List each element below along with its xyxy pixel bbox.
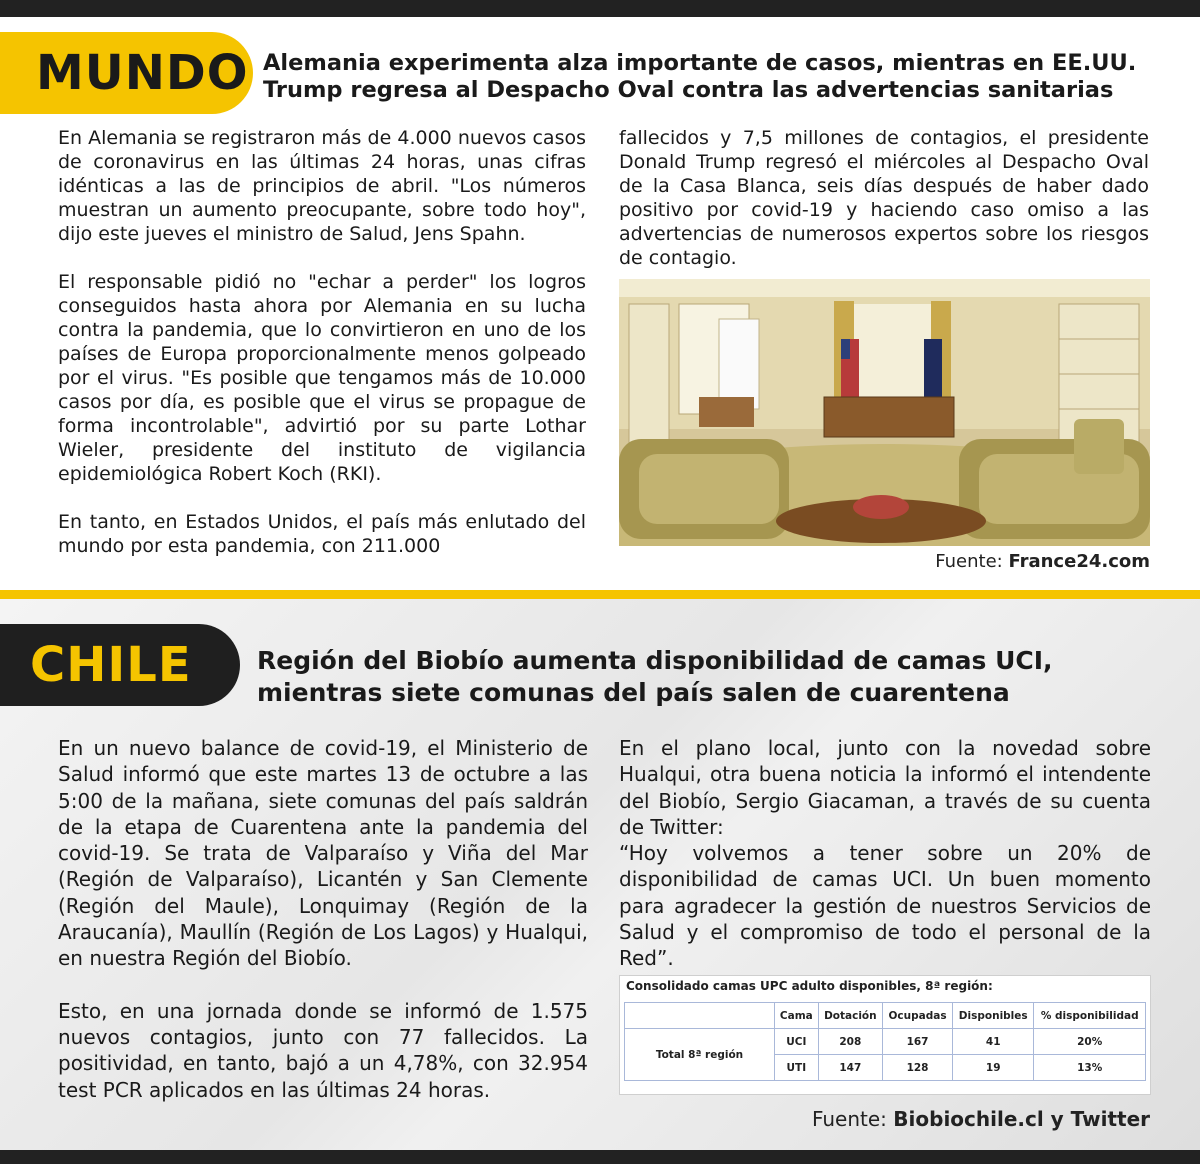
- source-name: France24.com: [1008, 551, 1150, 572]
- beds-table: [624, 1002, 1146, 1081]
- chile-column-right: [619, 735, 1151, 972]
- mundo-source: [935, 551, 1150, 572]
- table-cell: 19: [953, 1055, 1034, 1081]
- bottom-bar: [0, 1150, 1200, 1164]
- chile-headline-line1: Región del Biobío aumenta disponibilidad de camas UCI,: [257, 646, 1053, 675]
- beds-table-image: [619, 975, 1151, 1095]
- mundo-headline-line1: Alemania experimenta alza importante de casos, mientras en EE.UU.: [263, 50, 1137, 76]
- mundo-headline: [263, 50, 1136, 104]
- mundo-paragraph: fallecidos y 7,5 millones de contagios, el presidente Donald Trump regresó el miércoles al Despacho Oval de la Casa Blanca, seis días después de haber dado positivo por covid-19 y haciendo caso omiso a las advertencias de numerosos expertos sobre los riesgos de contagio.: [619, 127, 1149, 269]
- section-divider: [0, 590, 1200, 599]
- mundo-headline-line2: Trump regresa al Despacho Oval contra las advertencias sanitarias: [263, 77, 1114, 103]
- chile-quote: “Hoy volvemos a tener sobre un 20% de disponibilidad de camas UCI. Un buen momento para agradecer la gestión de nuestros Servicios de Salud y el compromiso de todo el personal de la Red”.: [619, 841, 1151, 971]
- table-header: % disponibilidad: [1034, 1003, 1146, 1029]
- mundo-column-right: [619, 126, 1149, 294]
- mundo-tag: MUNDO: [0, 32, 253, 114]
- table-header: Cama: [775, 1003, 819, 1029]
- beds-table-title: Consolidado camas UPC adulto disponibles, 8ª región:: [626, 979, 993, 993]
- table-header: Dotación: [818, 1003, 882, 1029]
- chile-tag: CHILE: [0, 624, 240, 706]
- chile-paragraph: Esto, en una jornada donde se informó de 1.575 nuevos contagios, junto con 77 fallecidos. La positividad, en tanto, bajó a un 4,78%, con 32.954 test PCR aplicados en las últimas 24 horas.: [58, 998, 588, 1102]
- top-bar: [0, 0, 1200, 17]
- table-cell: 208: [818, 1029, 882, 1055]
- mundo-paragraph: En tanto, en Estados Unidos, el país más enlutado del mundo por esta pandemia, con 211.000: [58, 511, 586, 557]
- table-header: Disponibles: [953, 1003, 1034, 1029]
- table-cell: 41: [953, 1029, 1034, 1055]
- table-cell: 20%: [1034, 1029, 1146, 1055]
- chile-headline: [257, 645, 1053, 709]
- table-row: [625, 1029, 1146, 1055]
- table-header: Ocupadas: [882, 1003, 952, 1029]
- table-row-label: Total 8ª región: [625, 1029, 775, 1081]
- table-cell: 167: [882, 1029, 952, 1055]
- chile-column-left: [58, 735, 588, 1129]
- table-cell: UCI: [775, 1029, 819, 1055]
- table-cell: 128: [882, 1055, 952, 1081]
- mundo-paragraph: En Alemania se registraron más de 4.000 nuevos casos de coronavirus en las últimas 24 horas, unas cifras idénticas a las de principios de abril. "Los números muestran un aumento preocupante, sobre todo hoy", dijo este jueves el ministro de Salud, Jens Spahn.: [58, 127, 586, 245]
- chile-paragraph: En un nuevo balance de covid-19, el Ministerio de Salud informó que este martes 13 de octubre a las 5:00 de la mañana, siete comunas del país saldrán de la etapa de Cuarentena ante la pandemia del covid-19. Se trata de Valparaíso y Viña del Mar (Región de Valparaíso), Licantén y San Clemente (Región del Maule), Lonquimay (Región de la Araucanía), Maullín (Región de Los Lagos) y Hualqui, en nuestra Región del Biobío.: [58, 736, 588, 971]
- table-header-empty: [625, 1003, 775, 1029]
- source-label: Fuente:: [811, 1107, 894, 1131]
- table-cell: 13%: [1034, 1055, 1146, 1081]
- table-header-row: [625, 1003, 1146, 1029]
- chile-source: [812, 1107, 1150, 1131]
- oval-office-illustration: [619, 279, 1150, 546]
- table-cell: UTI: [775, 1055, 819, 1081]
- mundo-column-left: [58, 126, 586, 582]
- mundo-paragraph: El responsable pidió no "echar a perder" los logros conseguidos hasta ahora por Alemania en su lucha contra la pandemia, que lo convirtieron en uno de los países de Europa proporcionalmente menos golpeado por el virus. "Es posible que tengamos más de 10.000 casos por día, es posible que el virus se propague de forma incontrolable", advirtió por su parte Lothar Wieler, presidente del instituto de vigilancia epidemiológica Robert Koch (RKI).: [58, 271, 586, 485]
- chile-headline-line2: mientras siete comunas del país salen de cuarentena: [257, 678, 1010, 707]
- chile-paragraph: En el plano local, junto con la novedad sobre Hualqui, otra buena noticia la informó el intendente del Biobío, Sergio Giacaman, a través de su cuenta de Twitter:: [619, 736, 1151, 839]
- table-cell: 147: [818, 1055, 882, 1081]
- oval-office-photo: [619, 279, 1150, 546]
- source-label: Fuente:: [935, 551, 1009, 572]
- source-name: Biobiochile.cl y Twitter: [893, 1107, 1150, 1131]
